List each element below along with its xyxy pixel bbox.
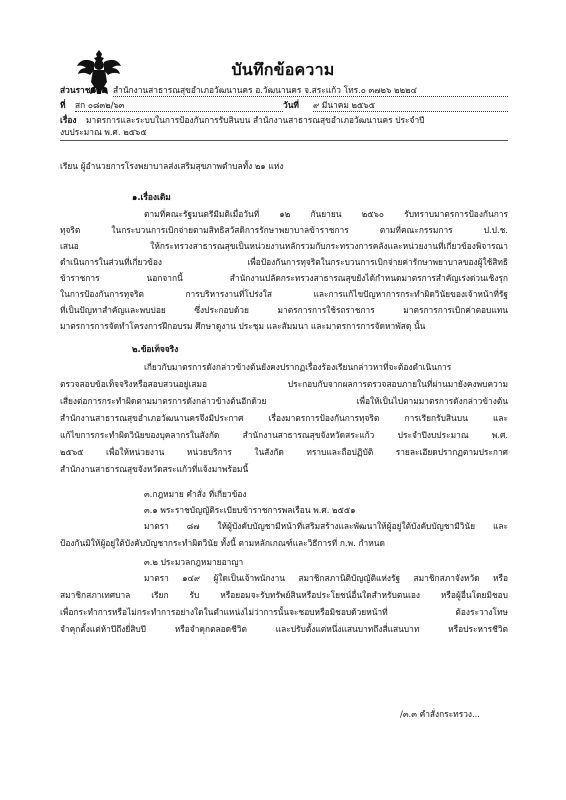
ref-underline bbox=[75, 111, 283, 112]
memo-title: บันทึกข้อความ bbox=[231, 60, 335, 79]
date-underline bbox=[313, 111, 508, 112]
section2-line: เสี่ยงต่อการกระทำผิดตามมาตรการดังกล่าวข้างต้นอีกด้วย เพื่อให้เป็นไปตามมาตรการดังกล่าวข้างต้น bbox=[60, 396, 508, 406]
agency-underline bbox=[113, 96, 508, 97]
section1-line: ทุจริต ในกระบวนการเบิกจ่ายตามสิทธิสวัสดิการรักษาพยาบาลข้าราชการ ตามที่คณะกรรมการ ป.ป.ช. bbox=[60, 225, 508, 235]
date-label: วันที่ bbox=[283, 100, 299, 110]
section2-line: สำนักงานสาธารณสุขจังหวัดสระแก้วที่แจ้งมาพร้อมนี้ bbox=[60, 464, 249, 474]
section1-line: มาตรการการจัดทำโครงการฝึกอบรม ศึกษาดูงาน ประชุม และสัมมนา และมาตรการการจัดหาพัสดุ นั้น bbox=[60, 321, 426, 331]
section3-2-line: มาตรา ๑๔๙ ผู้ใดเป็นเจ้าพนักงาน สมาชิกสภานิติบัญญัติแห่งรัฐ สมาชิกสภาจังหวัด หรือ bbox=[144, 573, 508, 583]
agency-value: สำนักงานสาธารณสุขอำเภอวัฒนานคร อ.วัฒนานคร จ.สระแก้ว โทร.๐ ๓๗๒๖ ๒๒๒๔ bbox=[113, 85, 417, 95]
section2-line: สำนักงานสาธารณสุขอำเภอวัฒนานครจึงมีประกาศ เรื่องมาตรการป้องกันการทุจริต การเรียกรับสินบน และ bbox=[60, 413, 508, 423]
section1-line: ในการป้องกันการทุจริต การบริหารงานที่โปร่งใส และการแก้ไขปัญหาการกระทำผิดวินัยของเจ้าหน้าที่รัฐ bbox=[60, 289, 508, 299]
section1-heading: ๑.เรื่องเดิม bbox=[132, 192, 171, 202]
section2-heading: ๒.ข้อเท็จจริง bbox=[132, 344, 179, 354]
section3-1-heading: ๓.๑ พระราชบัญญัติระเบียบข้าราชการพลเรือน พ.ศ. ๒๕๕๑ bbox=[144, 505, 356, 515]
section3-2-line: สมาชิกสภาเทศบาล เรียก รับ หรือยอมจะรับทรัพย์สินหรือประโยชน์อื่นใดสำหรับตนเอง หรือผู้อื่นโดยมิชอบ bbox=[60, 590, 508, 600]
section1-line: ตามที่คณะรัฐมนตรีมีมติเมื่อวันที่ ๑๒ กันยายน ๒๕๖๐ รับทราบมาตรการป้องกันการ bbox=[144, 209, 508, 219]
section2-line: ๒๕๖๕ เพื่อให้หน่วยงาน หน่วยบริการ ในสังกัด ทราบและถือปฏิบัติ รายละเอียดปรากฏตามประกาศ bbox=[60, 447, 508, 457]
ref-label: ที่ bbox=[60, 100, 66, 110]
agency-label: ส่วนราชการ bbox=[60, 85, 105, 95]
date-value: ๙ มีนาคม ๒๕๖๕ bbox=[313, 100, 376, 110]
section3-2-line: จำคุกตั้งแต่ห้าปีถึงยี่สิบปี หรือจำคุกตลอดชีวิต และปรับตั้งแต่หนึ่งแสนบาทถึงสี่แสนบาท หรือประหารชีวิต bbox=[60, 624, 508, 634]
salutation: เรียน ผู้อำนวยการโรงพยาบาลส่งเสริมสุขภาพตำบลทั้ง ๒๑ แห่ง bbox=[60, 161, 284, 171]
header-divider bbox=[60, 140, 508, 141]
section1-line: ดำเนินการในส่วนที่เกี่ยวข้อง เพื่อป้องกันการทุจริตในกระบวนการเบิกจ่ายค่ารักษาพยาบาลของผู้ใช้สิทธิ bbox=[60, 257, 508, 267]
section3-heading: ๓.กฎหมาย คำสั่ง ที่เกี่ยวข้อง bbox=[144, 489, 247, 499]
ref-value: สก ๐๘๓๒/๖๓ bbox=[75, 100, 125, 110]
section1-line: เสนอ ให้กระทรวงสาธารณสุขเป็นหน่วยงานหลักรวมกับกระทรวงการคลังและหน่วยงานที่เกี่ยวข้องพิจารณา bbox=[60, 241, 508, 251]
continuation-note: /๓.๓ คำสั่งกระทรวง... bbox=[400, 709, 480, 719]
section1-line: ที่เป็นปัญหาสำคัญและพบบ่อย ซึ่งประกอบด้วย มาตรการการใช้รถราชการ มาตรการการเบิกค่าตอบแทน bbox=[60, 305, 508, 315]
section3-2-line: เพื่อกระทำการหรือไม่กระทำการอย่างใดในตำแหน่งไม่ว่าการนั้นจะชอบหรือมิชอบด้วยหน้าที่ ต้องระวางโทษ bbox=[60, 607, 508, 617]
section3-1-line: มาตรา ๘๗ ให้ผู้บังคับบัญชามีหน้าที่เสริมสร้างและพัฒนาให้ผู้อยู่ใต้บังคับบัญชามีวินัย และ bbox=[144, 521, 508, 531]
subject-line-1: มาตรการและระบบในการป้องกันการรับสินบน สำนักงานสาธารณสุขอำเภอวัฒนานคร ประจำปี bbox=[86, 115, 425, 125]
section2-line: แก้ไขการกระทำผิดวินัยของบุคลากรในสังกัด สำนักงานสาธารณสุขจังหวัดสระแก้ว ประจำปีงบประมาณ พ.ศ. bbox=[60, 430, 508, 440]
section1-line: ข้าราชการ นอกจากนี้ สำนักงานปลัดกระทรวงสาธารณสุขยังได้กำหนดมาตรการสำคัญเร่งด่วนเชิงรุก bbox=[60, 273, 508, 283]
section2-line: ตรวจสอบข้อเท็จจริงหรือสอบสวนอยู่เสมอ ประกอบกับจากผลการตรวจสอบภายในที่ผ่านมายังคงพบความ bbox=[60, 379, 508, 389]
subject-label: เรื่อง bbox=[60, 115, 77, 125]
section2-line: เกี่ยวกับมาตรการดังกล่าวข้างต้นยังคงปรากฏเรื่องร้องเรียนกล่าวหาที่จะต้องดำเนินการ bbox=[144, 362, 452, 372]
section3-2-heading: ๓.๒ ประมวลกฎหมายอาญา bbox=[144, 557, 244, 567]
subject-line-2: งบประมาณ พ.ศ. ๒๕๖๕ bbox=[60, 127, 147, 137]
section3-1-line: ป้องกันมิให้ผู้อยู่ใต้บังคับบัญชากระทำผิดวินัย ทั้งนี้ ตามหลักเกณฑ์และวิธีการที่ ก.พ. กำหนด bbox=[60, 538, 385, 548]
